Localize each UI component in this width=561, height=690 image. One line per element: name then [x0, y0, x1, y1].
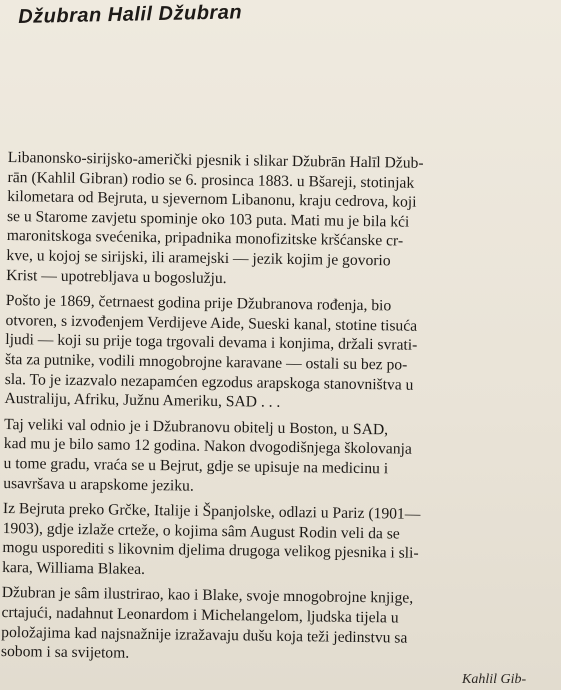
text-line: kad mu je bilo samo 12 godina. Nakon dvogodišnjega školovanja	[3, 435, 412, 458]
page-heading: Džubran Halil Džubran	[18, 1, 243, 28]
body-text	[1, 148, 553, 669]
text-line: Iz Bejruta preko Grčke, Italije i Španjolske, odlazi u Pariz (1901—	[2, 500, 421, 523]
text-line: kve, u kojoj se sirijski, ili aramejski — jezik kojim je govorio	[6, 246, 391, 270]
text-line: Pošto je 1869, četrnaest godina prije Džubranova rođenja, bio	[5, 292, 392, 315]
text-line: kara, Williama Blakea.	[2, 558, 146, 578]
paragraph	[1, 583, 547, 669]
text-line: Džubran je sâm ilustrirao, kao i Blake, svoje mnogobrojne knjige,	[1, 584, 414, 608]
text-line: mogu usporediti s likovnim djelima drugoga velikog pjesnika i sli-	[2, 539, 419, 563]
text-line: šta za putnike, vodili mnogobrojne karavane — ostali su bez po-	[4, 350, 408, 374]
text-line: Taj veliki val odnio je i Džubranovu obitelj u Boston, u SAD,	[4, 415, 389, 439]
text-line: sla. To je izazvalo nezapamćen egzodus arapskoga stanovništva u	[4, 370, 414, 394]
paragraph	[3, 415, 549, 501]
paragraph	[6, 148, 553, 293]
paragraph	[2, 499, 548, 585]
text-line: kilometara od Bejruta, u sjevernom Libanonu, kraju cedrova, koji	[7, 188, 417, 211]
text-line: maronitskoga svećenika, pripadnika monofizitske kršćanske cr-	[6, 227, 404, 250]
text-line: 1903), gdje izlaže crteže, o kojima sâm August Rodin veli da se	[2, 519, 400, 543]
footer-fragment: Kahlil Gib-	[462, 672, 527, 687]
text-line: Libanonsko-sirijsko-američki pjesnik i slikar Džubrān Halīl Džub-	[7, 148, 424, 172]
text-line: Australiju, Afriku, Južnu Ameriku, SAD . . .	[4, 390, 281, 411]
paragraph	[4, 291, 551, 416]
text-line: u tome gradu, vraća se u Bejrut, gdje se upisuje na medicinu i	[3, 454, 389, 478]
text-line: rān (Kahlil Gibran) rodio se 6. prosinca 1883. u Bšareji, stotinjak	[7, 168, 415, 192]
text-line: usavršava u arapskome jeziku.	[3, 474, 194, 495]
text-line: crtajući, nadahnut Leonardom i Michelangelom, ljudska tijela u	[1, 604, 399, 627]
text-line: položajima kad najsnažnije izražavaju dušu koja teži jedinstvu sa	[1, 623, 408, 647]
text-line: otvoren, s izvođenjem Verdijeve Aide, Sueski kanal, stotine tisuća	[5, 311, 418, 335]
text-line: Krist — upotrebljava u bogoslužju.	[6, 266, 227, 287]
text-line: sobom i sa svijetom.	[0, 643, 130, 662]
text-line: se u Starome zavjetu spominje oko 103 puta. Mati mu je bila kći	[6, 207, 410, 231]
text-line: ljudi — koji su prije toga trgovali devama i konjima, držali svrati-	[5, 331, 418, 355]
